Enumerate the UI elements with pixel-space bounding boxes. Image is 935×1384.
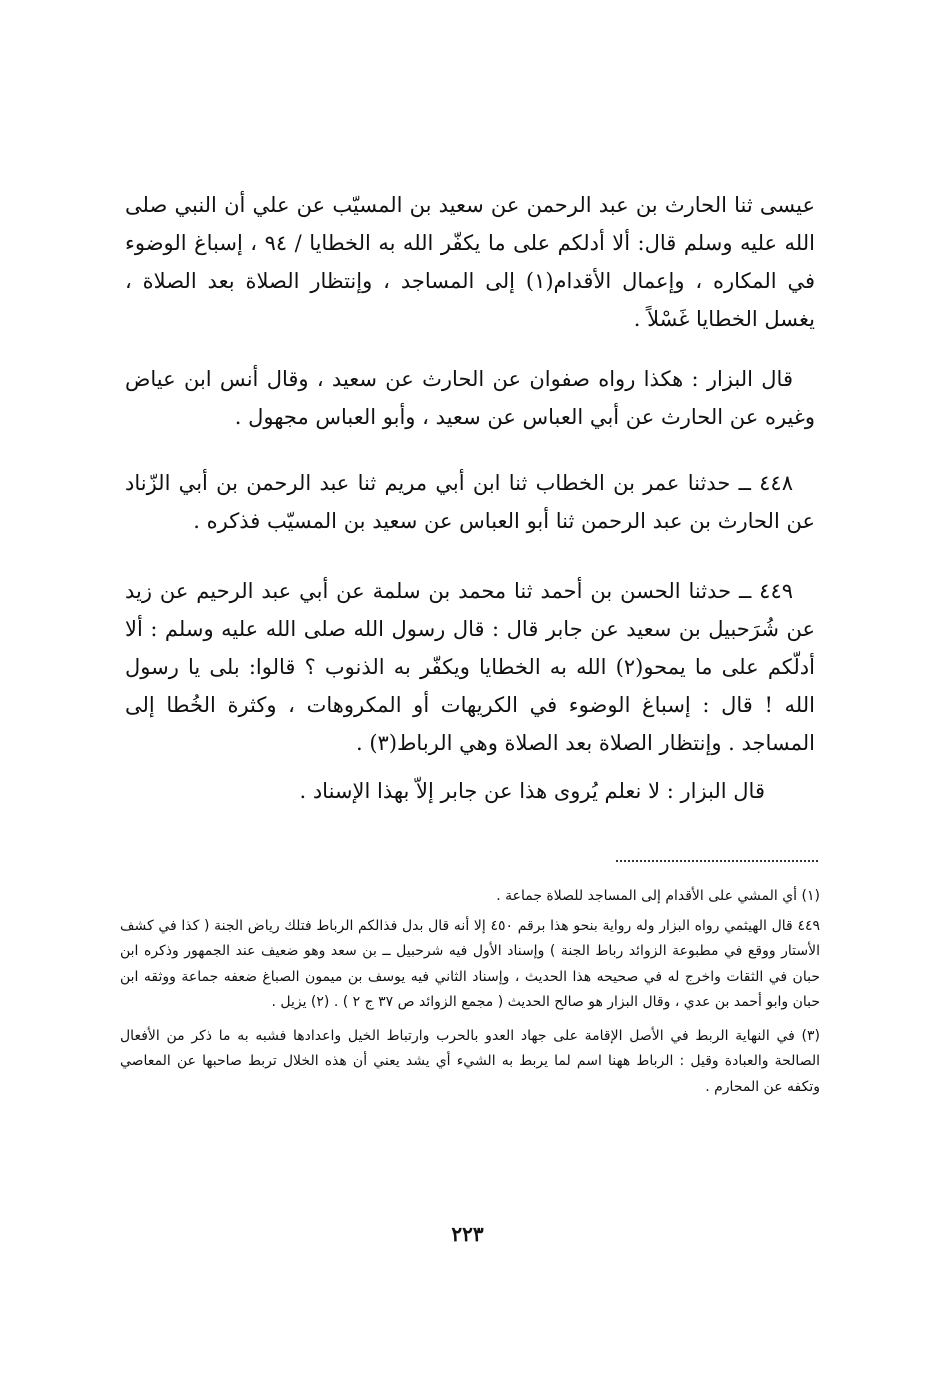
paragraph-bazzar-comment-1: قال البزار : هكذا رواه صفوان عن الحارث عن سعيد ، وقال أنس ابن عياض وغيره عن الحارث عن أبي العباس عن سعيد ، وأبو العباس مجهول . xyxy=(125,367,815,429)
footnote-449: ٤٤٩ قال الهيثمي رواه البزار وله رواية بنحو هذا برقم ٤٥٠ إلا أنه قال بدل فذالكم الرباط فتلك رياض الجنة ( كذا في كشف الأستار ووقع في مطبوعة الزوائد رباط الجنة ) وإسناد الأول فيه شرحبيل ــ بن سعد وهو ضعيف عند الجمهور وذكره ابن حبان في الثقات واخرج له في صحيحه هذا الحديث ، وإسناد الثاني فيه يوسف بن ميمون الصباغ ضعفه جماعة ووثقه ابن حبان وابو أحمد بن عدي ، وقال البزار هو صالح الحديث ( مجمع الزوائد ص ٣٧ ج ٢ ) . (٢) يزيل . xyxy=(120,917,820,1010)
footnote-3: (٣) في النهاية الربط في الأصل الإقامة على جهاد العدو بالحرب وارتباط الخيل واعدادها فشبه به ما ذكر من الأفعال الصالحة والعبادة وقيل : الرباط ههنا اسم لما يربط به الشيء أي يشد يعني أن هذه الخلال تربط صاحبها عن المعاصي وتكفه عن المحارم . xyxy=(120,1027,820,1095)
paragraph-hadith-448: ٤٤٨ ــ حدثنا عمر بن الخطاب ثنا ابن أبي مريم ثنا عبد الرحمن بن أبي الزّناد عن الحارث بن عبد الرحمن ثنا أبو العباس عن سعيد بن المسيّب فذكره . xyxy=(125,471,815,533)
paragraph-hadith-449: ٤٤٩ ــ حدثنا الحسن بن أحمد ثنا محمد بن سلمة عن أبي عبد الرحيم عن زيد عن شُرَحبيل بن سعيد عن جابر قال : قال رسول الله صلى الله عليه وسلم : ألا أدلّكم على ما يمحو(٢) الله به الخطايا ويكفّر به الذنوب ؟ قالوا: بلى يا رسول الله ! قال : إسباغ الوضوء في الكريهات أو المكروهات ، وكثرة الخُطا إلى المساجد . وإنتظار الصلاة بعد الصلاة وهي الرباط(٣) . xyxy=(125,579,815,755)
footnotes xyxy=(120,884,820,1100)
page-number: ٢٢٣ xyxy=(451,1222,484,1246)
footnote-1: (١) أي المشي على الأقدام إلى المساجد للصلاة جماعة . xyxy=(496,888,820,904)
paragraph-bazzar-comment-2: قال البزار : لا نعلم يُروى هذا عن جابر إلاّ بهذا الإسناد . xyxy=(299,779,765,803)
footnote-separator xyxy=(616,860,818,862)
paragraph-hadith-continuation: عيسى ثنا الحارث بن عبد الرحمن عن سعيد بن المسيّب عن علي أن النبي صلى الله عليه وسلم قال: ألا أدلكم على ما يكفّر الله به الخطايا / ٩٤ ، إسباغ الوضوء في المكاره ، وإعمال الأقدام(١) إلى المساجد ، وإنتظار الصلاة بعد الصلاة ، يغسل الخطايا غَسْلاً . xyxy=(125,193,815,331)
main-text xyxy=(125,186,815,810)
